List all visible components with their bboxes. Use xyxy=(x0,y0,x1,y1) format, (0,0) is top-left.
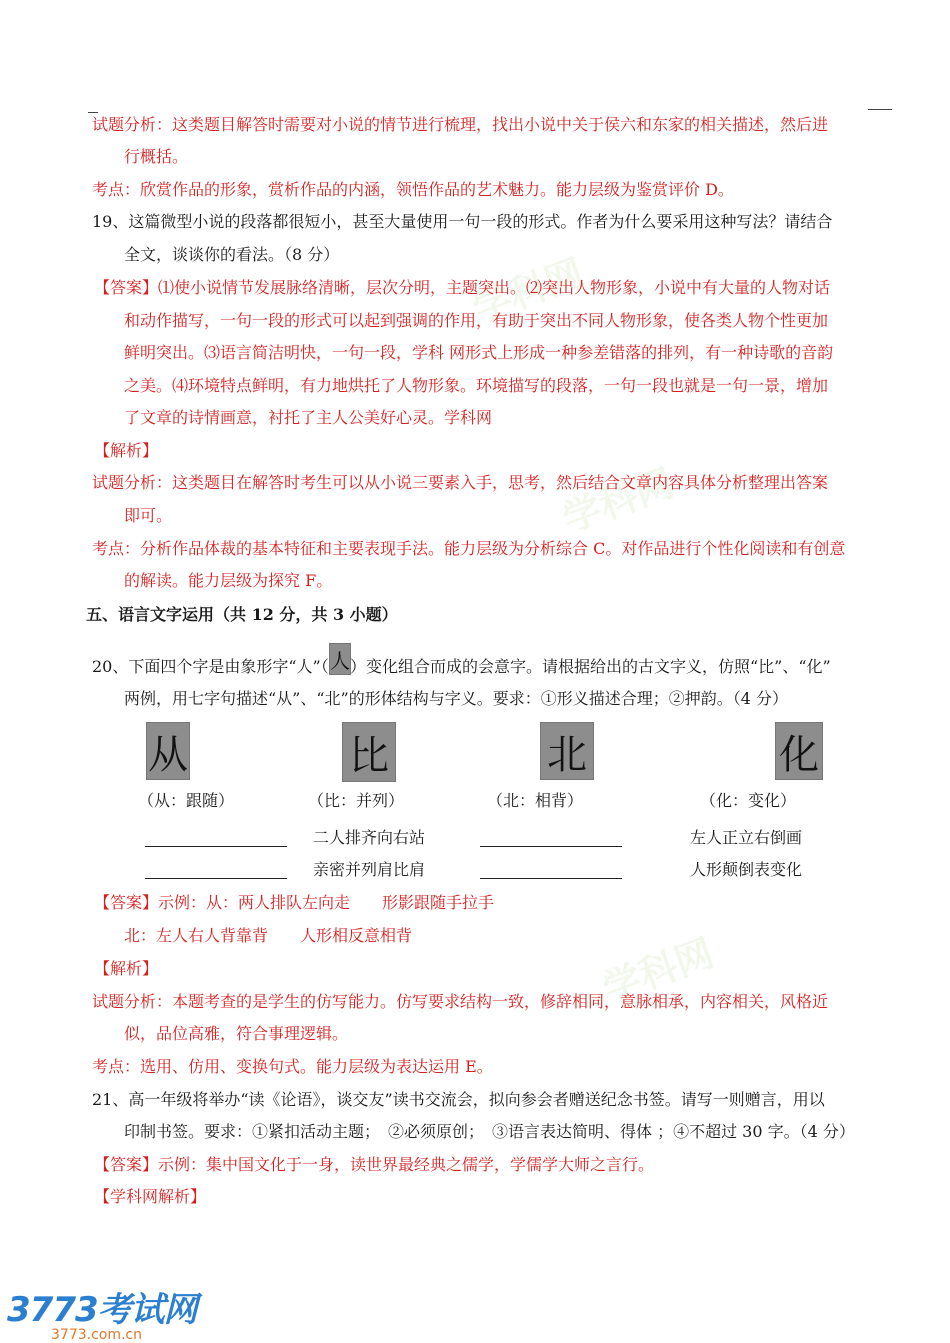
q20-analysis-line1: 试题分析：本题考查的是学生的仿写能力。仿写要求结构一致，修辞相同，意脉相承，内容相关，风格近 xyxy=(92,992,829,1011)
logo-title: 3773考试网 xyxy=(7,1290,197,1330)
hua-verse-line2: 人形颠倒表变化 xyxy=(690,860,803,879)
q21-question-line1: 21、高一年级将举办“读《论语》，谈交友”读书交流会，拟向参会者赠送纪念书签。请写一则赠言，用以 xyxy=(92,1090,825,1109)
blank-line-bei-1 xyxy=(480,846,622,847)
blank-line-bei-2 xyxy=(480,878,622,879)
ren-glyph-icon: 人 xyxy=(329,643,351,675)
q19-jiexi-heading: 【解析】 xyxy=(94,441,159,460)
watermark: 学科网 xyxy=(467,250,590,331)
q20-question-line1a: 20、下面四个字是由象形字“人”（ xyxy=(92,657,329,676)
glyph-bei-icon: 北 xyxy=(540,722,594,780)
hua-verse-line1: 左人正立右倒画 xyxy=(690,828,803,847)
logo-url: 3773.com.cn xyxy=(51,1327,142,1343)
corner-mark-right xyxy=(868,109,892,110)
blank-line-cong-2 xyxy=(145,878,287,879)
q19-question-line1: 19、这篇微型小说的段落都很短小，甚至大量使用一句一段的形式。作者为什么要采用这种写法？请结合 xyxy=(92,212,833,231)
q20-answer-line1: 【答案】示例：从：两人排队左向走 形影跟随手拉手 xyxy=(94,893,495,912)
glyph-caption-bi: （比：并列） xyxy=(308,791,405,810)
glyph-caption-bei: （北：相背） xyxy=(487,791,584,810)
site-logo[interactable] xyxy=(7,1282,197,1343)
q18-analysis-line2: 行概括。 xyxy=(124,147,189,166)
glyph-hua-icon: 化 xyxy=(775,722,823,780)
watermark: 学科网 xyxy=(597,930,720,1011)
blank-line-cong-1 xyxy=(145,846,287,847)
q19-answer-line2: 和动作描写，一句一段的形式可以起到强调的作用，有助于突出不同人物形象，使各类人物个性更加 xyxy=(124,311,829,330)
q20-analysis-line2: 似，品位高雅，符合事理逻辑。 xyxy=(124,1024,349,1043)
q19-answer-line1: 【答案】⑴使小说情节发展脉络清晰，层次分明，主题突出。⑵突出人物形象，小说中有大量的人物对话 xyxy=(94,278,831,297)
q21-question-line2: 印制书签。要求：①紧扣活动主题； ②必须原创； ③语言表达简明、得体 ；④不超过 30 字。（4 分） xyxy=(124,1122,855,1141)
section-heading: 五、语言文字运用（共 12 分，共 3 小题） xyxy=(86,605,398,624)
q19-analysis-line2: 即可。 xyxy=(124,506,173,525)
q20-point: 考点：选用、仿用、变换句式。能力层级为表达运用 E。 xyxy=(92,1057,493,1076)
glyph-bi-icon: 比 xyxy=(342,722,396,782)
glyph-caption-hua: （化：变化） xyxy=(700,791,797,810)
q20-answer-line2: 北：左人右人背靠背 人形相反意相背 xyxy=(124,926,413,945)
glyph-caption-cong: （从：跟随） xyxy=(138,791,235,810)
q19-answer-line3: 鲜明突出。⑶语言简洁明快，一句一段，学科 网形式上形成一种参差错落的排列，有一种诗歌的音韵 xyxy=(124,343,834,362)
q19-analysis-line1: 试题分析：这类题目在解答时考生可以从小说三要素入手，思考，然后结合文章内容具体分析整理出答案 xyxy=(92,473,829,492)
bi-verse-line2: 亲密并列肩比肩 xyxy=(313,860,426,879)
q19-question-line2: 全文，谈谈你的看法。（8 分） xyxy=(124,245,340,264)
q19-answer-line5: 了文章的诗情画意，衬托了主人公美好心灵。学科网 xyxy=(124,408,493,427)
q19-answer-line4: 之美。⑷环境特点鲜明，有力地烘托了人物形象。环境描写的段落，一句一段也就是一句一景，增加 xyxy=(124,376,829,395)
q18-point: 考点：欣赏作品的形象，赏析作品的内涵，领悟作品的艺术魅力。能力层级为鉴赏评价 D。 xyxy=(92,180,734,199)
q21-answer: 【答案】示例：集中国文化于一身，读世界最经典之儒学，学儒学大师之言行。 xyxy=(94,1155,655,1174)
bi-verse-line1: 二人排齐向右站 xyxy=(313,828,426,847)
q18-analysis-line1: 试题分析：这类题目解答时需要对小说的情节进行梳理，找出小说中关于侯六和东家的相关描述，然后进 xyxy=(92,115,829,134)
corner-mark-left xyxy=(88,112,98,113)
q20-question-line2: 两例，用七字句描述“从”、“北”的形体结构与字义。要求：①形义描述合理；②押韵。（4 分） xyxy=(124,689,788,708)
q19-point-line2: 的解读。能力层级为探究 F。 xyxy=(124,571,333,590)
glyph-cong-icon: 从 xyxy=(146,722,190,780)
q19-point-line1: 考点：分析作品体裁的基本特征和主要表现手法。能力层级为分析综合 C。对作品进行个性化阅读和有创意 xyxy=(92,539,846,558)
q21-jiexi-heading: 【学科网解析】 xyxy=(94,1187,207,1206)
watermark: 学科网 xyxy=(557,460,680,541)
q20-question-line1b: ）变化组合而成的会意字。请根据给出的古文字义，仿照“比”、“化” xyxy=(350,657,831,676)
q20-jiexi-heading: 【解析】 xyxy=(94,959,159,978)
